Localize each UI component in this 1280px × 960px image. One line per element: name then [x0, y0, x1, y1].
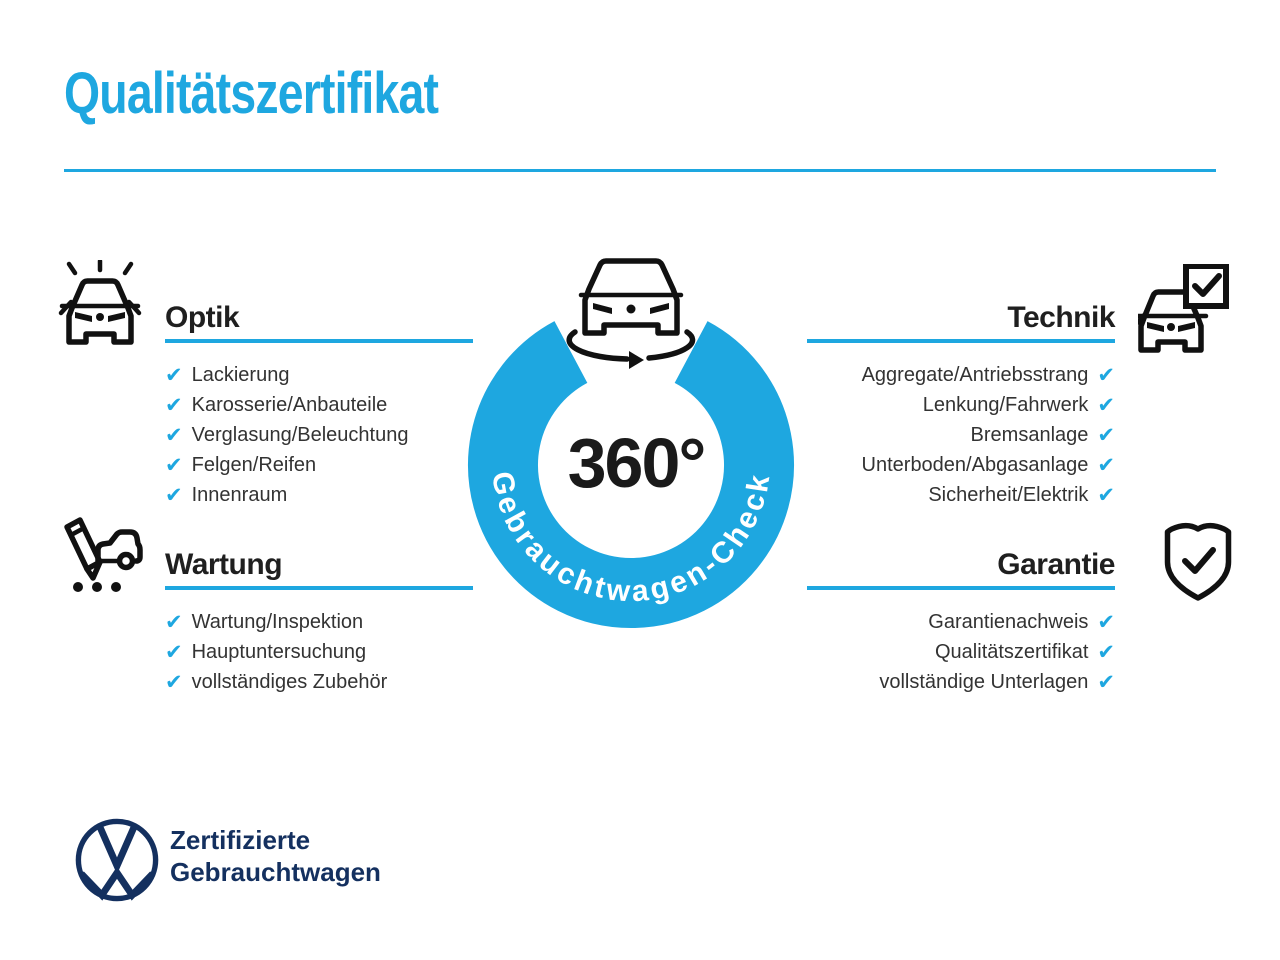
shield-check-icon [1160, 522, 1236, 604]
technik-list [785, 360, 1115, 510]
item-label: Qualitätszertifikat [935, 640, 1089, 663]
garantie-list [785, 607, 1115, 697]
check-icon: ✔ [1097, 669, 1115, 694]
vw-logo [74, 817, 160, 903]
check-icon: ✔ [165, 422, 183, 447]
check-icon: ✔ [165, 482, 183, 507]
degree-label: 360° [567, 424, 705, 502]
technik-divider [807, 339, 1115, 343]
title-divider [64, 169, 1216, 172]
check-icon: ✔ [165, 362, 183, 387]
item-label: Hauptuntersuchung [191, 640, 367, 663]
garantie-divider [807, 586, 1115, 590]
item-label: Verglasung/Beleuchtung [191, 423, 409, 446]
section-title-wartung: Wartung [165, 548, 283, 581]
list-item [785, 667, 1115, 697]
section-title-garantie: Garantie [997, 548, 1115, 581]
list-item [165, 390, 495, 420]
item-label: Lackierung [191, 363, 290, 386]
item-label: Aggregate/Antriebsstrang [861, 363, 1089, 386]
car-checkbox-icon [1138, 264, 1232, 354]
brand-line-2: Gebrauchtwagen [170, 857, 381, 887]
list-item [165, 450, 495, 480]
item-label: Sicherheit/Elektrik [928, 483, 1089, 506]
check-icon: ✔ [165, 669, 183, 694]
list-item [165, 360, 495, 390]
optik-divider [165, 339, 473, 343]
item-label: Bremsanlage [970, 423, 1089, 446]
item-label: Innenraum [191, 483, 288, 506]
check-icon: ✔ [1097, 452, 1115, 477]
check-icon: ✔ [1097, 362, 1115, 387]
optik-list [165, 360, 495, 510]
check-icon: ✔ [1097, 422, 1115, 447]
wartung-divider [165, 586, 473, 590]
wartung-list [165, 607, 495, 697]
check-icon: ✔ [165, 609, 183, 634]
check-icon: ✔ [165, 639, 183, 664]
list-item [785, 420, 1115, 450]
item-label: vollständige Unterlagen [879, 670, 1089, 693]
rotating-car-icon [569, 261, 692, 369]
360-check-badge [461, 250, 801, 635]
list-item [785, 607, 1115, 637]
section-title-technik: Technik [1007, 301, 1115, 334]
brand-line-1: Zertifizierte [170, 825, 311, 855]
section-title-optik: Optik [165, 301, 240, 334]
check-icon: ✔ [1097, 392, 1115, 417]
item-label: Karosserie/Anbauteile [191, 393, 388, 416]
list-item [165, 420, 495, 450]
list-item [785, 390, 1115, 420]
list-item [165, 667, 495, 697]
car-shine-icon [58, 260, 142, 348]
item-label: Lenkung/Fahrwerk [922, 393, 1089, 416]
pencil-car-checklist-icon [60, 514, 144, 598]
list-item [165, 607, 495, 637]
list-item [165, 480, 495, 510]
item-label: vollständiges Zubehör [191, 670, 388, 693]
check-icon: ✔ [165, 452, 183, 477]
check-icon: ✔ [1097, 639, 1115, 664]
list-item [785, 360, 1115, 390]
brand-text [170, 824, 381, 888]
list-item [785, 637, 1115, 667]
list-item [785, 450, 1115, 480]
check-icon: ✔ [1097, 482, 1115, 507]
item-label: Felgen/Reifen [191, 453, 317, 476]
ring-label: Gebrauchtwagen-Check [484, 468, 777, 609]
page-title: Qualitätszertifikat [64, 61, 439, 126]
item-label: Wartung/Inspektion [191, 610, 364, 633]
check-icon: ✔ [1097, 609, 1115, 634]
list-item [785, 480, 1115, 510]
item-label: Unterboden/Abgasanlage [861, 453, 1089, 476]
list-item [165, 637, 495, 667]
check-icon: ✔ [165, 392, 183, 417]
item-label: Garantienachweis [928, 610, 1089, 633]
